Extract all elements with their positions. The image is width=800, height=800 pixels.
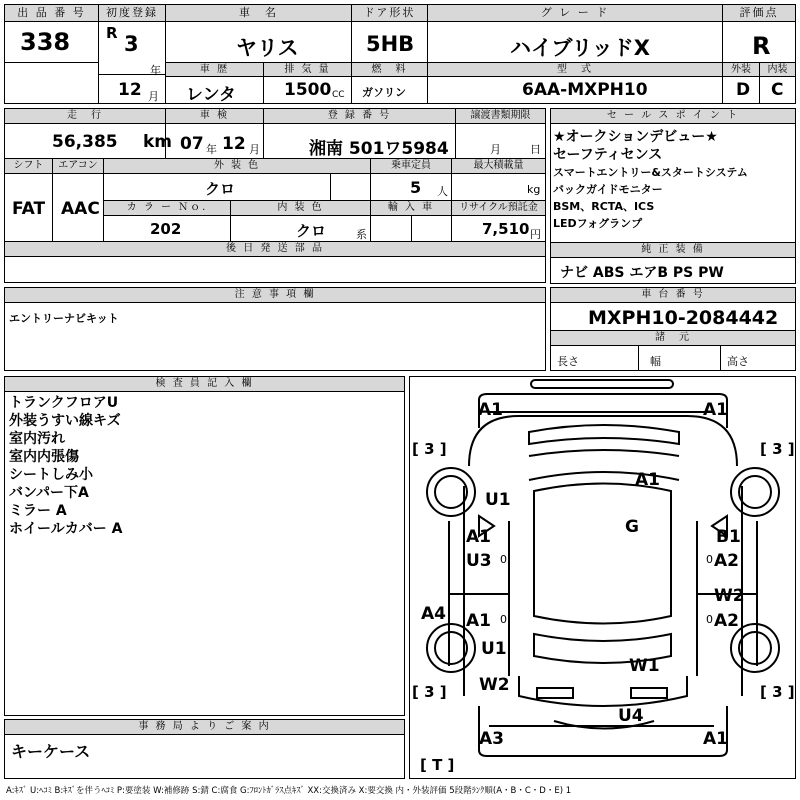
first-reg-month: 12	[118, 80, 142, 100]
person-unit: 人	[437, 185, 448, 198]
lot-no-value: 338	[20, 28, 71, 56]
insp-month: 12	[222, 134, 246, 154]
year-unit: 年	[150, 64, 161, 77]
score-value: R	[752, 32, 771, 60]
transfer-month-unit: 月	[490, 143, 501, 156]
sales-point-label: セ ー ル ス ポ イ ン ト	[551, 109, 795, 124]
sales-point-list	[553, 128, 793, 232]
dmg-u3-left: U3	[466, 551, 492, 571]
cc-unit: CC	[332, 90, 345, 100]
transfer-label: 譲渡書類期限	[456, 109, 545, 124]
dmg-zero-a: 0	[500, 553, 507, 566]
era-value: R	[106, 24, 118, 42]
km-unit: km	[143, 132, 173, 152]
first-reg-year: 3	[124, 32, 139, 56]
dmg-a4-left: A4	[421, 604, 446, 624]
import-label: 輸 入 車	[371, 201, 451, 216]
capacity-label: 乗車定員	[371, 159, 451, 174]
inspector-label: 検 査 員 記 入 欄	[5, 377, 404, 392]
sales-point-item: セーフティセンス	[553, 147, 663, 163]
car-name-label: 車 名	[166, 5, 351, 22]
sales-point-item: バックガイドモニター	[553, 183, 663, 196]
dmg-w1-rear: W1	[629, 656, 660, 676]
dmg-a1-front-left: A1	[478, 400, 503, 420]
displacement-label: 排 気 量	[264, 63, 351, 77]
dmg-g-windshield: G	[625, 517, 639, 537]
ext-score-value: D	[736, 80, 751, 100]
sales-point-item: スマートエントリー&スタートシステム	[553, 166, 748, 179]
shift-value: FAT	[12, 199, 46, 219]
sales-point-item: ★オークションデビュー★	[553, 129, 718, 145]
height-label: 高さ	[727, 355, 749, 368]
inspector-note-item: バンパー下A	[9, 485, 89, 501]
dmg-zero-c: 0	[500, 613, 507, 626]
int-label: 内装	[760, 63, 795, 77]
dmg-u1-lower: U1	[481, 639, 507, 659]
chassis-value: MXPH10-2084442	[588, 307, 779, 329]
reg-no-label: 登 録 番 号	[264, 109, 455, 124]
dmg-3-rear-right: [ 3 ]	[760, 683, 795, 701]
dmg-3-rear-left: [ 3 ]	[412, 683, 447, 701]
dmg-a2-right-rear: A2	[714, 611, 739, 631]
specs-label: 諸 元	[551, 331, 795, 346]
transfer-day-unit: 日	[530, 143, 541, 156]
dmg-a2-right-door: A2	[714, 551, 739, 571]
car-outline-diagram	[409, 376, 796, 779]
history-value: レンタ	[186, 85, 236, 105]
fuel-label: 燃 料	[352, 63, 427, 77]
model-value: 6AA-MXPH10	[522, 80, 648, 100]
displacement-value: 1500	[284, 80, 332, 100]
inspector-note-item: 室内内張傷	[9, 449, 79, 465]
chassis-label: 車 台 番 号	[551, 288, 795, 303]
inspector-note-item: ホイールカバー A	[9, 521, 123, 537]
genuine-label: 純 正 装 備	[551, 243, 795, 258]
later-parts-label: 後 日 発 送 部 品	[5, 242, 545, 257]
inspector-note-item: 室内汚れ	[9, 431, 65, 447]
recycle-value: 7,510	[482, 220, 530, 238]
ext-label: 外装	[723, 63, 759, 77]
car-name-value: ヤリス	[236, 36, 299, 60]
inspector-note-item: シートしみ小	[9, 467, 93, 483]
dmg-3-front-right: [ 3 ]	[760, 440, 795, 458]
aircon-label: エアコン	[53, 159, 103, 174]
grade-label: グ レ ー ド	[428, 5, 722, 22]
reg-no-value: 湘南 501ワ5984	[309, 139, 449, 159]
dmg-a1-hood: A1	[635, 470, 660, 490]
dmg-a1-rear-right: A1	[703, 729, 728, 749]
inspector-note-item: 外装うすい線キズ	[9, 413, 121, 429]
history-label: 車 歴	[166, 63, 263, 77]
month-unit: 月	[148, 90, 159, 103]
dmg-3-front-left: [ 3 ]	[412, 440, 447, 458]
width-label: 幅	[650, 355, 661, 368]
aircon-value: AAC	[61, 199, 100, 219]
model-label: 型 式	[428, 63, 722, 77]
dmg-u1-upper: U1	[485, 490, 511, 510]
notes-value: エントリーナビキット	[9, 312, 119, 325]
inspector-notes-list	[9, 394, 122, 538]
int-color-label: 内 装 色	[231, 201, 370, 216]
lot-no-label: 出 品 番 号	[5, 5, 98, 22]
int-score-value: C	[771, 80, 784, 100]
kg-unit: kg	[527, 183, 541, 196]
genuine-value: ナビ ABS エアB PS PW	[560, 265, 724, 281]
legend-footer: A:ｷｽﾞ U:ﾍｺﾐ B:ｷｽﾞを伴うﾍｺﾐ P:要塗装 W:補修跡 S:錆 C:腐食 G:ﾌﾛﾝﾄｶﾞﾗｽ点ｷｽﾞ XX:交換済み X:要交換 内・外装評価 5段階ﾗﾝｸ順(A・B・C・D・E) 1	[6, 786, 572, 796]
dmg-a1-front-right: A1	[703, 400, 728, 420]
inspector-note-item: ミラー A	[9, 503, 67, 519]
score-label: 評価点	[723, 5, 795, 22]
ext-color-label: 外 装 色	[104, 159, 370, 174]
dmg-zero-d: 0	[706, 613, 713, 626]
grade-value: ハイブリッドX	[510, 36, 650, 60]
dmg-b1-right-door: B1	[716, 527, 741, 547]
dmg-w2-left: W2	[479, 675, 510, 695]
mileage-value: 56,385	[52, 132, 118, 152]
inspector-note-item: トランクフロアU	[9, 395, 119, 411]
dmg-t-mark: [ T ]	[420, 756, 455, 774]
door-label: ドア形状	[352, 5, 427, 22]
capacity-value: 5	[410, 178, 422, 197]
insp-month-unit: 月	[249, 143, 260, 156]
ext-color-value: クロ	[205, 180, 236, 198]
info-frame	[4, 108, 546, 242]
insp-year: 07	[180, 134, 204, 154]
office-label: 事 務 局 よ り ご 案 内	[5, 720, 404, 735]
notes-label: 注 意 事 項 欄	[5, 288, 545, 303]
sales-point-item: LEDフォグランプ	[553, 217, 643, 230]
insp-year-unit: 年	[206, 143, 217, 156]
dmg-a3-rear-left: A3	[479, 729, 504, 749]
dmg-zero-b: 0	[706, 553, 713, 566]
kei-unit: 系	[356, 228, 367, 241]
inspection-label: 車 検	[166, 109, 263, 124]
length-label: 長さ	[557, 355, 579, 368]
recycle-label: リサイクル預託金	[452, 201, 545, 216]
shift-label: シフト	[5, 159, 52, 174]
office-value: キーケース	[11, 742, 91, 761]
color-no-label: カ ラ ー Ｎｏ.	[104, 201, 230, 216]
dmg-u4-trunk: U4	[618, 706, 644, 726]
fuel-value: ガソリン	[362, 86, 406, 99]
int-color-value: クロ	[296, 222, 327, 240]
sales-point-item: BSM、RCTA、ICS	[553, 200, 655, 213]
mileage-label: 走 行	[5, 109, 165, 124]
yen-unit: 円	[530, 228, 541, 241]
door-value: 5HB	[366, 32, 415, 56]
color-no-value: 202	[150, 220, 182, 238]
max-load-label: 最大積載量	[452, 159, 545, 174]
first-reg-label: 初度登録	[99, 5, 165, 22]
dmg-w2-right: W2	[714, 586, 745, 606]
dmg-a1-left-rear: A1	[466, 611, 491, 631]
dmg-a1-left-door: A1	[466, 527, 491, 547]
